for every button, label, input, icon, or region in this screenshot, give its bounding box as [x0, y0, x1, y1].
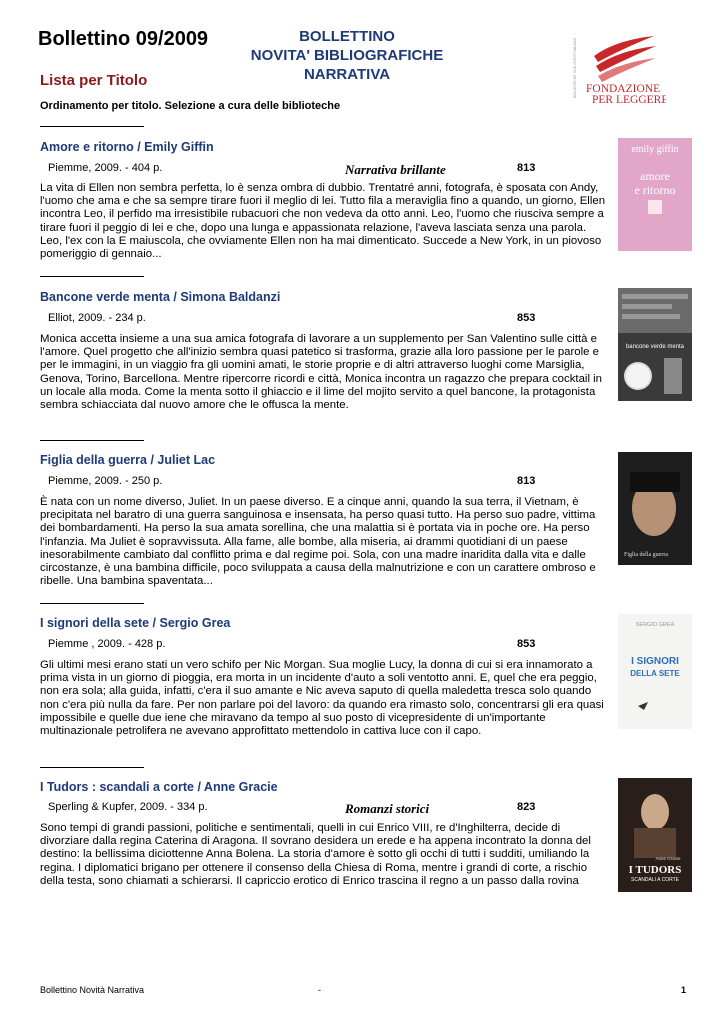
cover-text: SERGIO GREA [635, 622, 675, 628]
cover-text: I TUDORS [628, 864, 682, 876]
book-title[interactable]: Figlia della guerra / Juliet Lac [40, 453, 216, 467]
list-title: Lista per Titolo [40, 72, 148, 89]
heading-line-3: NARRATIVA [303, 66, 391, 83]
book-title[interactable]: Bancone verde menta / Simona Baldanzi [40, 290, 281, 304]
book-publisher: Piemme , 2009. - 428 p. [48, 638, 166, 650]
cover-text: Figlia della guerra [624, 552, 668, 558]
book-cover-image [618, 778, 692, 892]
separator-rule [40, 603, 144, 604]
book-cover-image [618, 614, 692, 729]
separator-rule [40, 276, 144, 277]
book-description: Sono tempi di grandi passioni, politiche e sentimentali, quelli in cui Enrico VIII, re d'Inghilterra, decide di divorziare dalla regina Caterina di Aragona. Il sovrano desidera un erede e ha appena incontrato la donna del destino: la bellissima diciottenne Anna Bolena. La storia d'amore è sotto gli occhi di tutti i sudditi, umiliando la regina. I diplomatici brigano per ottenere il consenso della Chiesa di Roma, mentre i grandi di corte, a rischio della testa, sono chiamati a schierarsi. Il capriccio erotico di Enrico trascina il regno a un passo dalla rovina [40, 822, 591, 887]
cover-text: SCANDALI A CORTE [631, 877, 679, 883]
cover-text: amore [640, 169, 670, 183]
logo-line-1: FONDAZIONE [586, 83, 661, 95]
book-publisher: Elliot, 2009. - 234 p. [48, 312, 146, 324]
book-classification: 853 [517, 638, 536, 650]
book-classification: 813 [517, 475, 536, 487]
bulletin-title: Bollettino 09/2009 [38, 28, 209, 50]
logo-side-text: BIBLIOTECHE SUD OVEST MILANO [573, 37, 577, 98]
page-number: 1 [681, 985, 687, 995]
footer-separator: - [318, 985, 321, 995]
book-title[interactable]: I Tudors : scandali a corte / Anne Gracie [40, 780, 278, 794]
book-cover-image [618, 288, 692, 401]
book-publisher: Piemme, 2009. - 250 p. [48, 475, 163, 487]
cover-text: e ritorno [634, 183, 676, 197]
book-description: Monica accetta insieme a una sua amica fotografa di lavorare a un supplemento per San Valentino sulle città e l'amore. Quel progetto che all'inizio sembra quasi patetico si trasforma, grazie alla loro passione per le parole e per le immagini, in un viaggio fra gli uomini amati, le storie proprie e di altri attraverso luoghi come Marsiglia, Genova, Torino, Barcellona. Mentre ripercorre ricordi e città, Monica incontra un ragazzo che prepara cocktail in un locale alla moda. Come la menta sotto il ghiaccio e il lime del mojito servito a quel bancone, la protagonista sembra schiacciata dal nuovo amore che le offusca la mente. [40, 333, 602, 412]
separator-rule [40, 126, 144, 127]
cover-text: bancone verde menta [625, 344, 685, 350]
book-title[interactable]: I signori della sete / Sergio Grea [40, 616, 231, 630]
book-description: La vita di Ellen non sembra perfetta, lo è senza ombra di dubbio. Trentatré anni, fotografa, è sposata con Andy, l'uomo che ama e che sa sempre tirare fuori il meglio di lei. Tutto fila a meraviglia fino a quando, un giorno, Ellen incontra Leo, il perfido ma irresistibile rubacuori che non vedeva da otto anni. Leo, l'uomo che riusciva sempre a tirare fuori il peggio di lei e che, dopo una lunga e appassionata relazione, l'aveva lasciata senza una parola. Leo, l'ex con la E maiuscola, che ovviamente Ellen non ha mai dimenticato. Succede a New York, in un piovoso pomeriggio di gennaio... [40, 182, 606, 261]
separator-rule [40, 440, 144, 441]
cover-text: Anne Gracie [655, 856, 681, 861]
book-genre: Narrativa brillante [345, 162, 446, 177]
book-description: Gli ultimi mesi erano stati un vero schifo per Nic Morgan. Sua moglie Lucy, la donna di cui si era innamorato a prima vista in un giorno di pioggia, era morta in un incidente d'auto a soli ventotto anni. E, quel che era peggio, non era sola; alla guida, infatti, c'era il suo amante e Nic aveva saputo di quella maledetta tresca solo quando non c'era più nulla da fare. Per non parlare poi del lavoro: da quando era rimasto solo, concentrarsi gli era quasi impossibile e quelle due iene che miravano da tempo al suo posto di vicepresidente di un'importante multinazionale petrolifera ne avevano approfittato mettendolo in cattiva luce con il capo. [40, 659, 604, 738]
cover-text: I SIGNORI [631, 656, 679, 667]
footer-title: Bollettino Novità Narrativa [40, 985, 145, 995]
book-publisher: Piemme, 2009. - 404 p. [48, 162, 163, 174]
fondazione-logo [568, 28, 666, 106]
heading-line-2: NOVITA' BIBLIOGRAFICHE [250, 47, 444, 64]
book-classification: 813 [517, 162, 536, 174]
book-genre: Romanzi storici [345, 801, 430, 816]
logo-line-2: PER LEGGERE [592, 94, 666, 106]
book-classification: 853 [517, 312, 536, 324]
bulletin-heading [222, 27, 472, 84]
book-classification: 823 [517, 801, 536, 813]
book-cover-image [618, 138, 692, 251]
book-description: È nata con un nome diverso, Juliet. In un paese diverso. E a cinque anni, quando la sua terra, il Vietnam, è precipitata nel baratro di una guerra sanguinosa e insensata, ha perso quasi tutto. Ha perso suo padre, vittima dei bombardamenti. Ha perso la sua amata sorellina, che una malattia si è portata via in poche ore. Ha perso l'infanzia. Ma Juliet è sopravvissuta. Alla fame, alle bombe, alla miseria, ai drammi quotidiani di un paese inesorabilmente cambiato dal conflitto prima e dal regime poi. Sola, con una madre inaridita dalla vita e dalle circostanze, è una bambina difficile, poco sviluppata a causa della malnutrizione e con un carattere ombroso e ribelle. Una bambina spaventata... [40, 496, 596, 588]
book-cover-image [618, 452, 692, 565]
book-title[interactable]: Amore e ritorno / Emily Giffin [40, 140, 214, 154]
cover-text: emily giffin [631, 144, 679, 155]
list-subtitle: Ordinamento per titolo. Selezione a cura delle biblioteche [40, 100, 341, 112]
separator-rule [40, 767, 144, 768]
book-publisher: Sperling & Kupfer, 2009. - 334 p. [48, 801, 208, 813]
heading-line-1: BOLLETTINO [299, 28, 395, 45]
cover-text: DELLA SETE [630, 669, 680, 678]
